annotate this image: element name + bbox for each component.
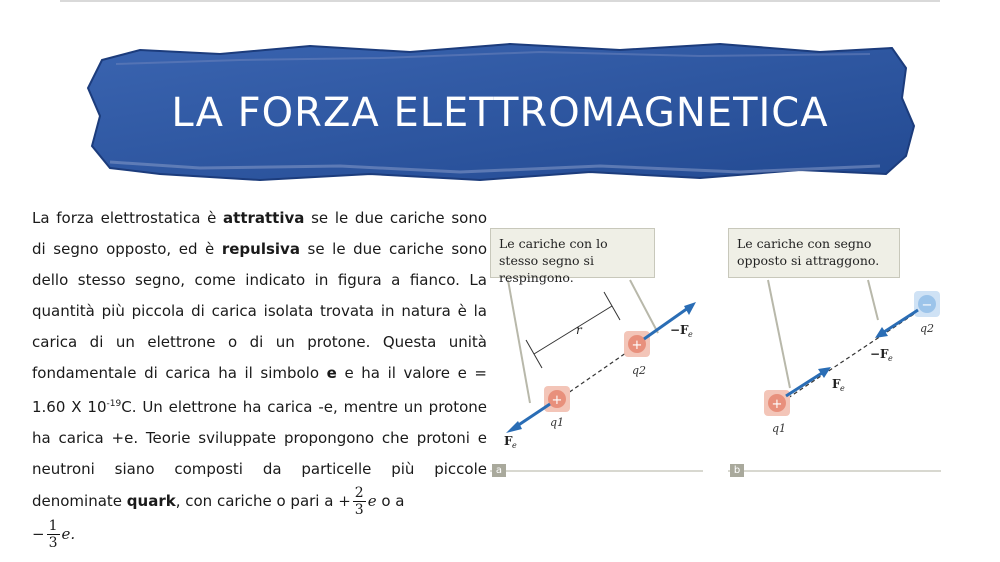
fraction-sign: + <box>338 492 351 510</box>
top-divider <box>60 0 940 2</box>
force-label-q1: F <box>504 434 513 448</box>
fraction-sign: − <box>32 525 45 543</box>
figure-attraction <box>728 228 943 478</box>
keyword-repulsiva: repulsiva <box>221 240 300 258</box>
panel-tag-b: b <box>730 464 744 477</box>
fraction-variable: e <box>367 492 377 510</box>
panel-tag-a: a <box>492 464 506 477</box>
q1-label: q1 <box>772 422 787 435</box>
title-banner <box>80 38 920 188</box>
distance-line <box>534 306 612 354</box>
distance-tick <box>604 292 620 320</box>
force-arrow-q2 <box>884 310 918 332</box>
fraction-denominator: 3 <box>48 535 58 551</box>
text-run: se le due cariche sono di segno opposto, ed è <box>32 209 488 258</box>
symbol-e: e <box>326 364 337 382</box>
distance-tick <box>526 340 542 368</box>
figure-b-caption: Le cariche con segno opposto si attraggono. <box>728 228 900 278</box>
arrowhead-icon <box>684 302 696 315</box>
force-label-q1: F <box>832 377 841 391</box>
figure-a-caption: Le cariche con lo stesso segno si respingono. <box>490 228 655 278</box>
text-run: C. Un elettrone ha carica -e, mentre un protone ha carica +e. Teorie sviluppate propongono che protoni e neutroni siano composti da particelle più piccole denominate <box>32 398 487 510</box>
fraction-one-third <box>47 518 60 551</box>
force-label-q2: −F <box>870 347 889 361</box>
text-run: se le due cariche sono dello stesso segno, come indicato in figura a fianco. La quantità più piccola di carica isolata trovata in natura è la carica di un elettrone o di un protone. Questa unità fondamentale di carica ha il simbolo <box>32 240 487 382</box>
callout-line <box>630 280 658 333</box>
force-subscript: e <box>888 354 893 363</box>
panel-bar <box>490 470 703 472</box>
q2-label: q2 <box>632 364 647 377</box>
body-paragraph <box>32 203 487 551</box>
fraction-numerator: 1 <box>48 518 58 534</box>
figure-repulsion <box>490 228 705 478</box>
text-run: La forza elettrostatica è <box>32 209 224 227</box>
force-label-q2: −F <box>670 323 689 337</box>
fraction-variable: e. <box>61 525 76 543</box>
text-run: o a <box>376 492 405 510</box>
arrowhead-icon <box>875 327 888 338</box>
panel-bar <box>728 470 941 472</box>
charge-q1-sign: + <box>551 393 563 408</box>
callout-line <box>768 280 790 388</box>
charge-q2-sign: − <box>921 298 933 313</box>
page-title: LA FORZA ELETTROMAGNETICA <box>171 90 829 136</box>
exponent: -19 <box>106 399 122 409</box>
force-subscript: e <box>840 384 845 393</box>
charge-q2-sign: + <box>631 338 643 353</box>
force-subscript: e <box>512 441 517 450</box>
fraction-two-thirds <box>353 485 366 518</box>
force-subscript: e <box>688 330 693 339</box>
charge-q1-sign: + <box>771 397 783 412</box>
fraction-numerator: 2 <box>354 485 364 501</box>
text-run: , con cariche o pari a <box>175 492 339 510</box>
text-run: e ha il valore e = 1.60 X 10 <box>32 364 487 416</box>
q1-label: q1 <box>550 416 565 429</box>
fraction-denominator: 3 <box>354 502 364 518</box>
force-arrow-q1 <box>786 373 822 396</box>
distance-label: r <box>576 323 582 337</box>
callout-line <box>868 280 878 320</box>
keyword-attrattiva: attrattiva <box>223 209 305 227</box>
keyword-quark: quark <box>126 492 176 510</box>
q2-label: q2 <box>920 322 935 335</box>
